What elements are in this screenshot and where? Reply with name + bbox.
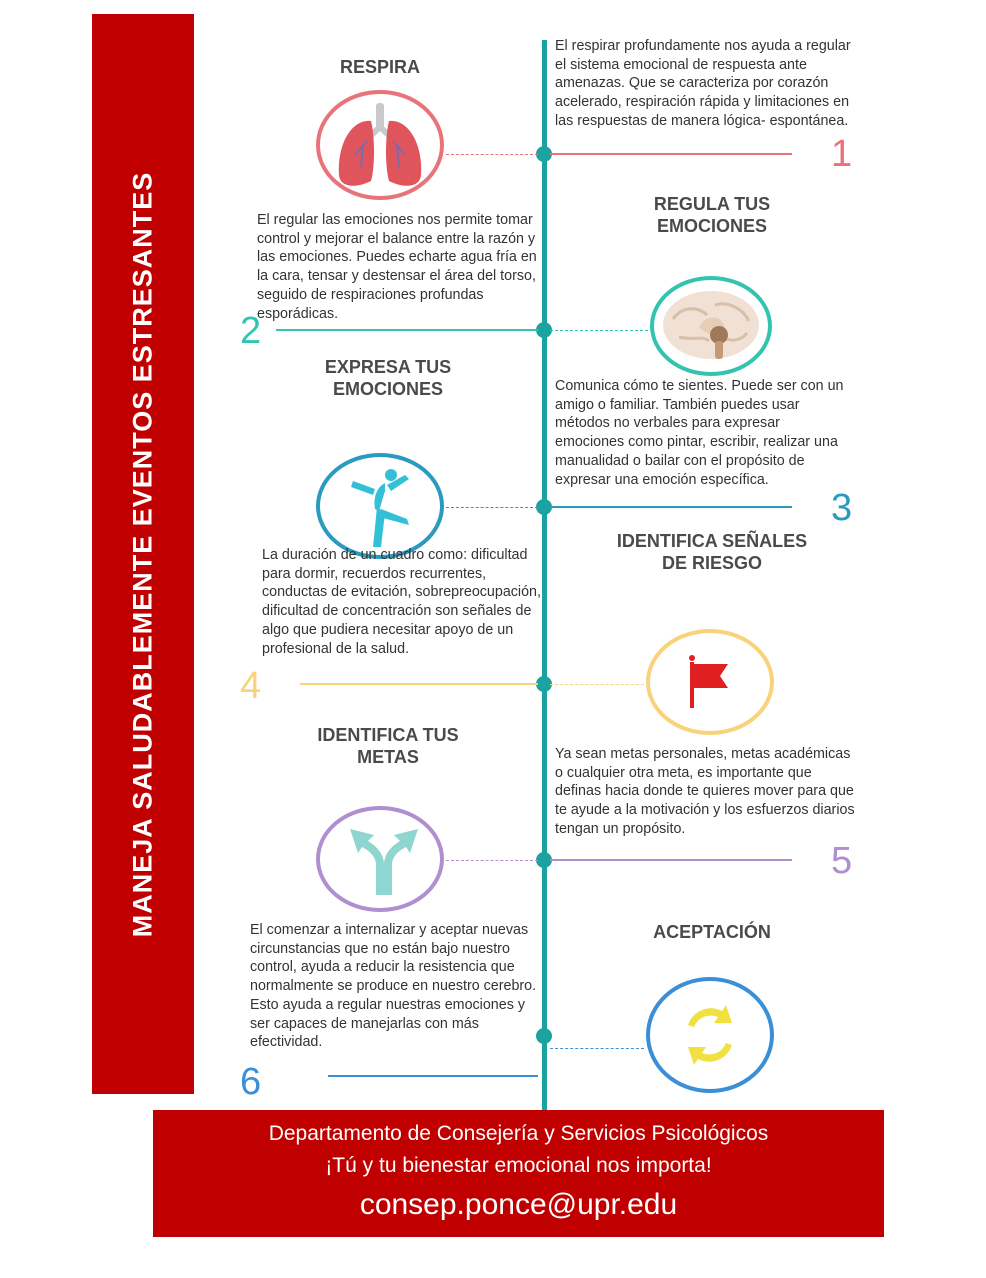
step-4-text: La duración de un cuadro como: dificultad para dormir, recuerdos recurrentes, conductas de evitación, sobrepreocupación, dificultad de concentración son señales de algo que pudiera necesitar apoyo de un profesional de la salud. (262, 547, 541, 657)
step-6-number: 6 (240, 1061, 262, 1103)
footer-banner (153, 1110, 884, 1237)
step-3-number: 3 (831, 487, 853, 529)
step-1-heading: RESPIRA (339, 57, 420, 77)
cycle-arrows-icon (670, 995, 750, 1075)
step-2-heading: REGULA TUS EMOCIONES (653, 194, 771, 236)
step-5-text: Ya sean metas personales, metas académicas o cualquier otra meta, es importante que definas hacia donde te quieres mover para que te ayude a la motivación y los esfuerzos diarios tengan un propósito. (555, 746, 855, 837)
step-1-connector (446, 154, 538, 155)
step-5-connector (446, 860, 538, 861)
step-2-icon-ring (650, 276, 772, 376)
step-1-icon-ring (316, 90, 444, 200)
step-5-number: 5 (831, 840, 853, 882)
red-flag-icon (680, 652, 740, 712)
step-6-text: El comenzar a internalizar y aceptar nuevas circunstancias que no están bajo nuestro control, ayuda a reducir la resistencia que normalmente se produce en nuestro cerebro. Esto ayuda a regular nuestras emociones y ser capaces de manejarlas con más efectividad. (250, 922, 537, 1051)
step-3-icon-ring (316, 453, 444, 559)
step-2-text: El regular las emociones nos permite tomar control y mejorar el balance entre la razón y las emociones. Puedes echarte agua fría en la cara, tensar y destensar el área del torso, seguido de respiraciones profundas esporádicas. (257, 212, 537, 322)
brain-icon (659, 285, 763, 367)
step-4-connector (550, 684, 644, 685)
step-3-text: Comunica cómo te sientes. Puede ser con un amigo o familiar. También puedes usar métodos no verbales para expresar emociones como pintar, escribir, realizar una manualidad o bailar con el propósito de expresar una emoción específica. (555, 378, 844, 488)
step-4-icon-ring (646, 629, 774, 735)
step-3-heading: EXPRESA TUS EMOCIONES (324, 357, 452, 399)
footer-department: Departamento de Consejería y Servicios Psicológicos (268, 1122, 769, 1145)
step-6-icon-ring (646, 977, 774, 1093)
step-6-connector (550, 1048, 644, 1049)
step-1-number: 1 (831, 133, 853, 175)
step-2-number: 2 (240, 310, 262, 352)
step-5-icon-ring (316, 806, 444, 912)
step-1-underline (550, 153, 792, 155)
dancer-icon (335, 461, 425, 551)
step-3-underline (550, 506, 792, 508)
step-4-number: 4 (240, 665, 262, 707)
split-arrow-icon (340, 823, 420, 895)
footer-email[interactable]: consep.ponce@upr.edu (359, 1188, 678, 1221)
footer-slogan: ¡Tú y tu bienestar emocional nos importa! (325, 1154, 712, 1177)
lungs-icon (325, 97, 435, 193)
step-4-underline (300, 683, 538, 685)
step-6-underline (328, 1075, 538, 1077)
side-title: MANEJA SALUDABLEMENTE EVENTOS ESTRESANTES (127, 171, 158, 937)
step-3-connector (446, 507, 538, 508)
step-5-underline (550, 859, 792, 861)
step-6-heading: ACEPTACIÓN (653, 922, 771, 942)
step-1-text: El respirar profundamente nos ayuda a regular el sistema emocional de respuesta ante amenazas. Que se caracteriza por corazón acelerado, respiración rápida y limitaciones en las respuestas de manera lógica- espontánea. (555, 38, 851, 129)
step-4-heading: IDENTIFICA SEÑALES DE RIESGO (616, 531, 808, 573)
step-2-underline (276, 329, 538, 331)
step-2-connector (550, 330, 648, 331)
step-5-heading: IDENTIFICA TUS METAS (317, 725, 459, 767)
